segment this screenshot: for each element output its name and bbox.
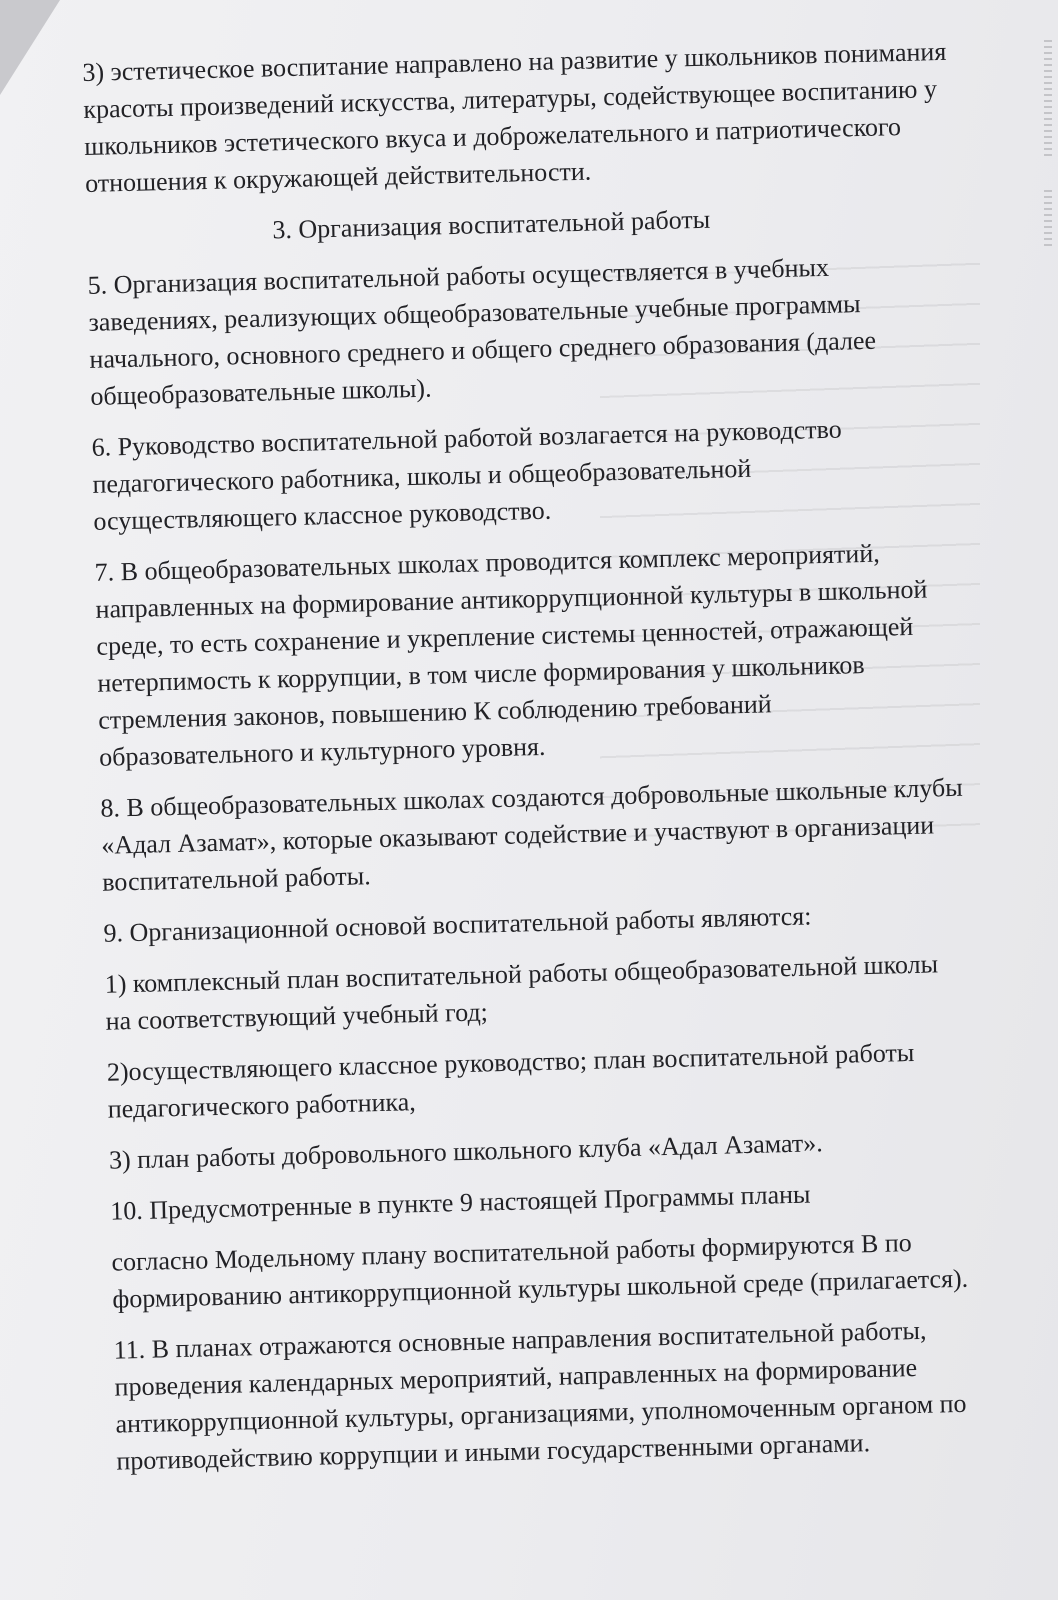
text-line: отношения к окружающей действительности. — [84, 156, 592, 198]
text-line: на соответствующий учебный год; — [105, 997, 489, 1036]
paragraph-10 — [110, 1170, 1041, 1230]
paragraph-11 — [113, 1309, 1046, 1480]
text-line: антикоррупционной культуры, организациями, уполномоченным органом по — [115, 1388, 967, 1439]
paragraph-item-3-aesthetic — [82, 31, 1015, 202]
edge-mark — [1044, 40, 1052, 160]
text-line: заведениях, реализующих общеобразовательные учебные программы — [88, 289, 861, 337]
text-line: педагогического работника, — [107, 1087, 417, 1124]
text-line: красоты произведений искусства, литературы, содействующее воспитанию у — [83, 74, 938, 124]
text-line: 10. Предусмотренные в пункте 9 настоящей Программы планы — [109, 1179, 811, 1226]
text-line: 6. Руководство воспитательной работой возлагается на руководство — [91, 414, 842, 462]
text-line: 9. Организационной основой воспитательной работы являются: — [103, 901, 812, 948]
paragraph-9 — [103, 892, 1034, 952]
paragraph-8 — [100, 767, 1032, 901]
text-line: нетерпимость к коррупции, в том числе формирования у школьников — [97, 650, 865, 698]
text-line: среде, то есть сохранение и укрепление системы ценностей, отражающей — [96, 611, 914, 661]
text-line: 2)осуществляющего классное руководство; план воспитательной работы — [106, 1037, 915, 1087]
text-line: педагогического работника, школы и общеобразовательной — [92, 453, 752, 499]
text-line: 8. В общеобразовательных школах создаются добровольные школьные клубы — [100, 772, 964, 823]
text-line: 3) эстетическое воспитание направлено на развитие у школьников понимания — [82, 36, 947, 87]
document-text — [82, 31, 1047, 1493]
text-line: 3) план работы добровольного школьного клуба «Адал Азамат». — [108, 1128, 824, 1175]
text-line: «Адал Азамат», которые оказывают содействие и участвуют в организации — [100, 810, 935, 860]
text-line: 11. В планах отражаются основные направления воспитательной работы, — [113, 1315, 927, 1365]
text-line: согласно Модельному плану воспитательной работы формируются В по — [111, 1228, 913, 1277]
text-line: 7. В общеобразовательных школах проводится комплекс мероприятий, — [94, 538, 881, 587]
text-line: начального, основного среднего и общего среднего образования (далее — [89, 325, 877, 374]
edge-mark — [1044, 190, 1052, 250]
page-corner-fold — [0, 0, 60, 95]
text-line: воспитательной работы. — [101, 861, 372, 897]
paragraph-7 — [94, 531, 1029, 776]
paragraph-9-item-2 — [106, 1031, 1038, 1128]
text-line: формированию антикоррупционной культуры школьной среде (прилагается). — [112, 1263, 969, 1314]
text-line: осуществляющего классное руководство. — [93, 495, 552, 536]
text-line: 1) комплексный план воспитательной работы общеобразовательной школы — [104, 949, 939, 999]
text-line: проведения календарных мероприятий, направленных на формирование — [114, 1352, 918, 1402]
paragraph-6 — [91, 406, 1023, 540]
text-line: 5. Организация воспитательной работы осуществляется в учебных — [87, 252, 830, 300]
text-line: образовательного и культурного уровня. — [98, 731, 546, 772]
text-line: общеобразовательные школы). — [90, 373, 432, 411]
text-line: противодействию коррупции и иными государственными органами. — [116, 1428, 871, 1476]
section-heading: 3. Организация воспитательной работы — [272, 204, 711, 245]
paragraph-5 — [87, 244, 1020, 415]
paragraph-9-item-1 — [104, 943, 1036, 1040]
paragraph-9-item-3 — [109, 1119, 1040, 1179]
text-line: школьников эстетического вкуса и доброжелательного и патриотического — [83, 112, 902, 161]
paragraph-10-continued — [111, 1221, 1043, 1318]
text-line: направленных на формирование антикоррупционной культуры в школьной — [95, 574, 928, 624]
text-line: стремления законов, повышению К соблюдению требований — [97, 689, 772, 735]
